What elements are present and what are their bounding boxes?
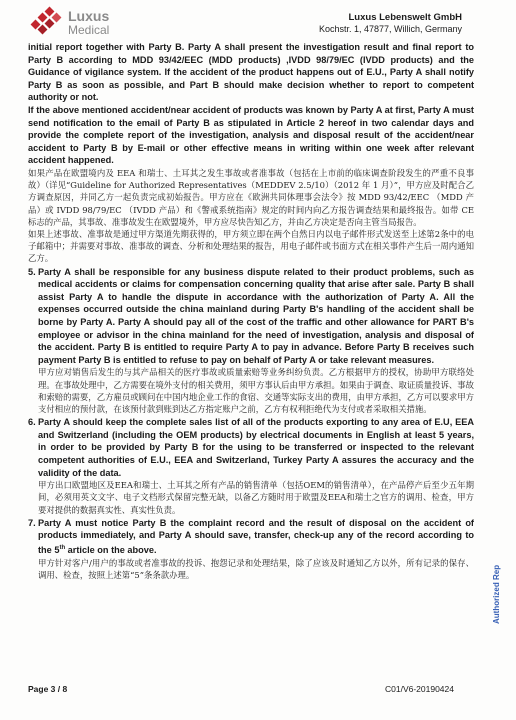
logo-subtitle: Medical bbox=[68, 22, 110, 37]
company-address: Kochstr. 1, 47877, Willich, Germany bbox=[318, 23, 462, 34]
clause-6-en: Party A should keep the complete sales list of all of the products exporting to any area of E.U, EEA and Switzerland (including the OEM products) by electrical documents in English at least 5 years, in order to be provided by Party B for the using to be transferred or inspected to the relevant competent authorities of E.U., EEA and Switzerland, Turkey Party A assures the accuracy and the validity of the data. bbox=[38, 417, 474, 478]
paragraph-en-2: If the above mentioned accident/near accident of products was known by Party A at first, Party A must send notification to the email of Party B as stipulated in Article 2 hereof in two calendar days and provide the complete report of the investigation, analysis and disposal result of the accident/near accident to Party B by E-mail or other effective means in writing within one week after relevant accident happened. bbox=[28, 104, 474, 166]
clause-7-en-after: article on the above. bbox=[65, 544, 157, 555]
clause-6 bbox=[28, 416, 474, 516]
clause-6-zh: 甲方出口欧盟地区及EEA和瑞士、土耳其之所有产品的销售清单（包括OEM的销售清单），在产品停产后至少五年期间，必须用英文文字、电子文档形式保留完整无缺，以备乙方随时用于欧盟及EEA和瑞士之官方的调用、检查，甲方要对提供的数据真实性、真实性负责。 bbox=[38, 480, 474, 515]
clause-5-en: Party A shall be responsible for any business dispute related to their product problems, such as medical accidents or claims for compensation concerning quality that arise after sale. Party B shall assist Party A to handle the dispute in accordance with the authorization of Party A. All the expenses occurred outside the china mainland during Party B's handling of the accident shall be borne by Party A. Party A should pay all of the cost of the traffic and other allowance for PART B's employee or advisor in the china mainland for the need of investigation, analysis and disposal of the accident. Party B is entitled to require Party A to pay in advance. Before Party B receives such payment Party B is entitled to refuse to pay on behalf of Party A or take relevant measures. bbox=[38, 266, 474, 365]
paragraph-zh-1: 如果产品在欧盟境内及 EEA 和瑞士、土耳其之发生事故或者准事故（包括在上市前的临床调查阶段发生的严重不良事故）（详见“Guideline for Authorized Representatives（MEDDEV 2.5/10）（2012 年 1 月）”，甲方应及时配合乙方调查原因，并同乙方一起负责完成初始报告。甲方应在《欧洲共同体理事会法令》按 MDD 93/42/EEC （MDD 产品）或 IVDD 98/79/EC （IVDD 产品）和《警戒系统指南》规定的时间内向乙方报告调查结果和最终报告。如带 CE 标志的产品，其事故、准事故发生在欧盟境外，甲方应尽快告知乙方，并由乙方决定是否向主管当局报告。 bbox=[28, 167, 474, 227]
company-info bbox=[319, 12, 462, 35]
clause-7-zh: 甲方针对客户/用户的事故或者准事故的投诉、抱怨记录和处理结果，除了应该及时通知乙方以外，所有记录的保存、调用、检查，按照上述第“5”条条款办理。 bbox=[38, 557, 474, 580]
page-number: Page 3 / 8 bbox=[28, 684, 68, 694]
clause-5 bbox=[28, 266, 474, 416]
side-stamp-text: Authorized Rep bbox=[492, 564, 501, 624]
document-code: C01/V6-20190424 bbox=[384, 684, 454, 694]
clause-7-en bbox=[38, 517, 474, 557]
side-stamp bbox=[484, 476, 514, 626]
clause-7-sup: th bbox=[59, 544, 66, 551]
document-body bbox=[28, 41, 474, 581]
logo-diamond-icon bbox=[30, 8, 64, 36]
clause-7-en-before: Party A must notice Party B the complaint record and the result of disposal on the accident of products immediately, and Party A should save, transfer, check-up any of the record according to the 5 bbox=[38, 517, 474, 555]
clause-6-number: 6. bbox=[28, 417, 36, 428]
paragraph-zh-2: 如果上述事故、准事故是通过甲方渠道先期获得的，甲方须立即在两个自然日内以电子邮件形式发送至上述第2条中的电子邮箱中；并需要对事故、准事故的调查、分析和处理结果的报告，用电子邮件或书面方式在相关事件产生后一周内通知乙方。 bbox=[28, 228, 474, 264]
paragraph-en-1: initial report together with Party B. Party A shall present the investigation result and final report to Party B according to MDD 93/42/EEC (MDD products) ,IVDD 98/79/EC (IVDD products) and the Guidance of vigilance system. If the accident of the product happens out of E.U., Party A shall notify Party B as soon as possible, and Part B should make decision whether to report to competent authority or not. bbox=[28, 42, 474, 103]
page-footer bbox=[28, 684, 476, 694]
logo-name: Luxus bbox=[68, 7, 110, 24]
clause-7-number: 7. bbox=[28, 517, 36, 528]
company-name: Luxus Lebenswelt GmbH bbox=[348, 12, 462, 23]
clause-7 bbox=[28, 517, 474, 581]
company-logo bbox=[30, 6, 150, 38]
clause-5-number: 5. bbox=[28, 266, 36, 277]
clause-5-zh: 甲方应对销售后发生的与其产品相关的医疗事故或质量索赔等业务纠纷负责。乙方根据甲方的授权，协助甲方联络处理。在事故处理中，乙方需要在境外支付的相关费用，须甲方事认后由甲方承担。如果由于调查、取证质量投诉、事故和索赔的需要，乙方雇员或顾问在中国内地企业工作的食宿、交通等实际支出的费用，由甲方承担，乙方可以要求甲方支付相应的预付款，在该预付款到账到达乙方指定账户之前，乙方有权利拒绝代为支付或者采取相关措施。 bbox=[38, 367, 474, 414]
